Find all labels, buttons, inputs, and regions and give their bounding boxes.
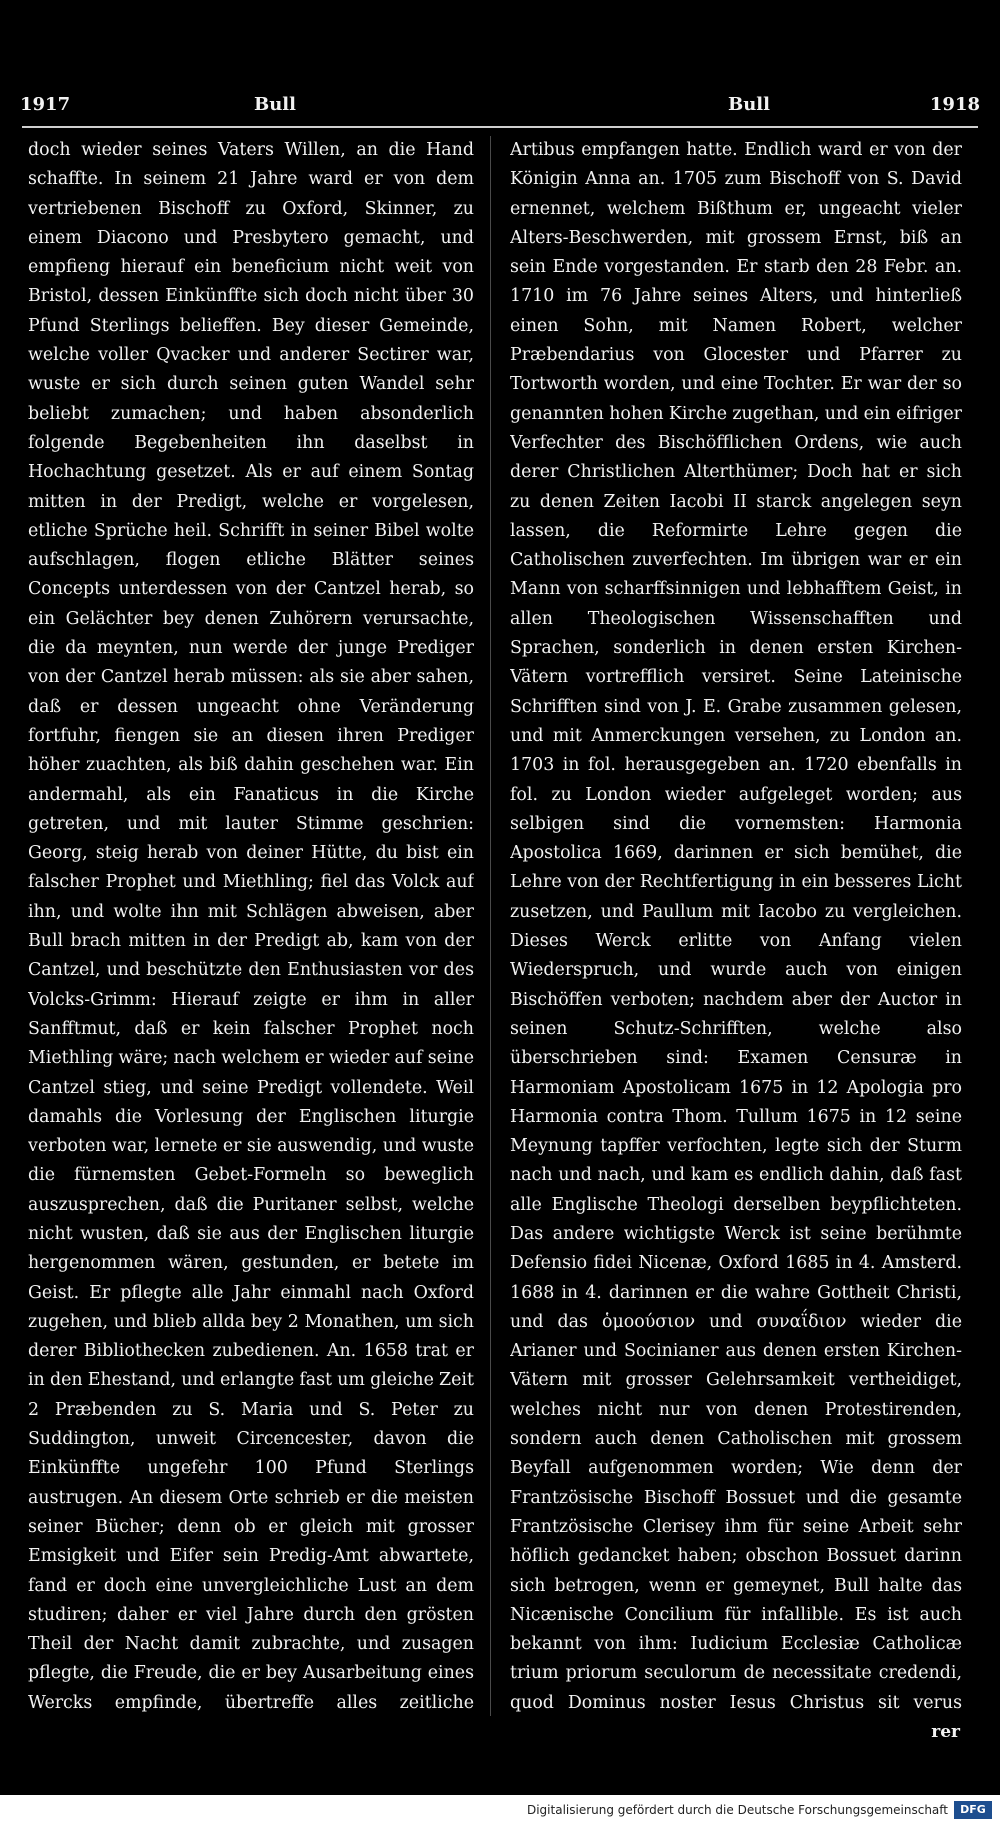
running-title-right: Bull: [728, 94, 770, 115]
page-number-right: 1918: [929, 94, 980, 115]
right-column: [510, 136, 962, 1722]
page-number-left: 1917: [20, 94, 71, 115]
footer-bar: [0, 1795, 1000, 1825]
right-paragraph: Artibus empfangen hatte. Endlich ward er von der Königin Anna an. 1705 zum Bischoff von S. David ernennet, welchem Bißthum er, ungeacht vieler Alters-Beschwerden, mit grossem Ernst, biß an sein Ende vorgestanden. Er starb den 28 Febr. an. 1710 im 76 Jahre seines Alters, und hinterließ einen Sohn, mit Namen Robert, welcher Præbendarius von Glocester und Pfarrer zu Tortworth worden, und eine Tochter. Er war der so genannten hohen Kirche zugethan, und ein eifriger Verfechter des Bischöfflichen Ordens, wie auch derer Christlichen Alterthümer; Doch hat er sich zu denen Zeiten Iacobi II starck angelegen seyn lassen, die Reformirte Lehre gegen die Catholischen zuverfechten. Im übrigen war er ein Mann von scharffsinnigen und lebhafftem Geist, in allen Theologischen Wissenschafften und Sprachen, sonderlich in denen ersten Kirchen-Vätern vortrefflich versiret. Seine Lateinische Schrifften sind von J. E. Grabe zusammen gelesen, und mit Anmerckungen versehen, zu London an. 1703 in fol. herausgegeben an. 1720 ebenfalls in fol. zu London wieder aufgeleget worden; aus selbigen sind die vornemsten: Harmonia Apostolica 1669, darinnen er sich bemühet, die Lehre von der Rechtfertigung in ein besseres Licht zusetzen, und Paullum mit Iacobo zu vergleichen. Dieses Werck erlitte von Anfang vielen Wiederspruch, und wurde auch von einigen Bischöffen verboten; nachdem aber der Auctor in seinen Schutz-Schrifften, welche also überschrieben sind: Examen Censuræ in Harmoniam Apostolicam 1675 in 12 Apologia pro Harmonia contra Thom. Tullum 1675 in 12 seine Meynung tapffer verfochten, legte sich der Sturm nach und nach, und kam es endlich dahin, daß fast alle Englische Theologi derselben beypflichteten. Das andere wichtigste Werck ist seine berühmte Defensio fidei Nicenæ, Oxford 1685 in 4. Amsterd. 1688 in 4. darinnen er die wahre Gottheit Christi, und das ὁμοούσιον und συναΐδιον wieder die Arianer und Socinianer aus denen ersten Kirchen-Vätern mit grosser Gelehrsamkeit vertheidiget, welches nicht nur von denen Protestirenden, sondern auch denen Catholischen mit grossem Beyfall aufgenommen worden; Wie denn der Frantzösische Bischoff Bossuet und die gesamte Frantzösische Clerisey ihm für seine Arbeit sehr höflich gedancket haben; obschon Bossuet darinn sich betrogen, wenn er gemeynet, Bull halte das Nicænische Concilium für infallible. Es ist auch bekannt von ihm: Iudicium Ecclesiæ Catholicæ trium priorum seculorum de necessitate credendi, quod Dominus noster Iesus Christus sit verus: [510, 140, 962, 1713]
left-column: [28, 136, 474, 1722]
page-header: [12, 86, 988, 120]
catchword: rer: [931, 1722, 960, 1742]
header-rule: [22, 126, 978, 128]
running-title-left: Bull: [254, 94, 296, 115]
dfg-logo: DFG: [954, 1801, 992, 1819]
column-divider: [490, 136, 491, 1716]
left-paragraph: doch wieder seines Vaters Willen, an die Hand schaffte. In seinem 21 Jahre ward er von dem vertriebenen Bischoff zu Oxford, Skinner, zu einem Diacono und Presbytero gemacht, und empfieng hierauf ein beneficium nicht weit von Bristol, dessen Einkünffte sich doch nicht über 30 Pfund Sterlings belieffen. Bey dieser Gemeinde, welche voller Qvacker und anderer Sectirer war, wuste er sich durch seinen guten Wandel sehr beliebt zumachen; und haben absonderlich folgende Begebenheiten ihn daselbst in Hochachtung gesetzet. Als er auf einem Sontag mitten in der Predigt, welche er vorgelesen, etliche Sprüche heil. Schrifft in seiner Bibel wolte aufschlagen, flogen etliche Blätter seines Concepts unterdessen von der Cantzel herab, so ein Gelächter bey denen Zuhörern verursachte, die da meynten, nun werde der junge Prediger von der Cantzel herab müssen: als sie aber sahen, daß er dessen ungeacht ohne Veränderung fortfuhr, fiengen sie an diesen ihren Prediger höher zuachten, als biß dahin geschehen war. Ein andermahl, als ein Fanaticus in die Kirche getreten, und mit lauter Stimme geschrien: Georg, steig herab von deiner Hütte, du bist ein falscher Prophet und Miethling; fiel das Volck auf ihn, und wolte ihn mit Schlägen abweisen, aber Bull brach mitten in der Predigt ab, kam von der Cantzel, und beschützte den Enthusiasten vor des Volcks-Grimm: Hierauf zeigte er ihm in aller Sanfftmut, daß er kein falscher Prophet noch Miethling wäre; nach welchem er wieder auf seine Cantzel stieg, und seine Predigt vollendete. Weil damahls die Vorlesung der Englischen liturgie verboten war, lernete er sie auswendig, und wuste die fürnemsten Gebet-Formeln so beweglich auszusprechen, daß die Puritaner selbst, welche nicht wusten, daß sie aus der Englischen liturgie hergenommen wären, gestunden, er betete im Geist. Er pflegte alle Jahr einmahl nach Oxford zugehen, und blieb allda bey 2 Monathen, um sich derer Bibliothecken zubedienen. An. 1658 trat er in den Ehestand, und erlangte fast um gleiche Zeit 2 Præbenden zu S. Maria und S. Peter zu Suddington, unweit Circencester, davon die Einkünffte ungefehr 100 Pfund Sterlings austrugen. An diesem Orte schrieb er die meisten seiner Bücher; denn ob er gleich mit grosser Emsigkeit und Eifer sein Predig-Amt abwartete, fand er doch eine unvergleichliche Lust an dem studiren; daher er viel Jahre durch den grösten Theil der Nacht damit zubrachte, und zusagen pflegte, die Freude, die er bey Ausarbeitung eines Wercks empfinde, übertreffe alles zeitliche: [28, 140, 474, 1713]
footer-text: Digitalisierung gefördert durch die Deutsche Forschungsgemeinschaft: [526, 1803, 948, 1817]
